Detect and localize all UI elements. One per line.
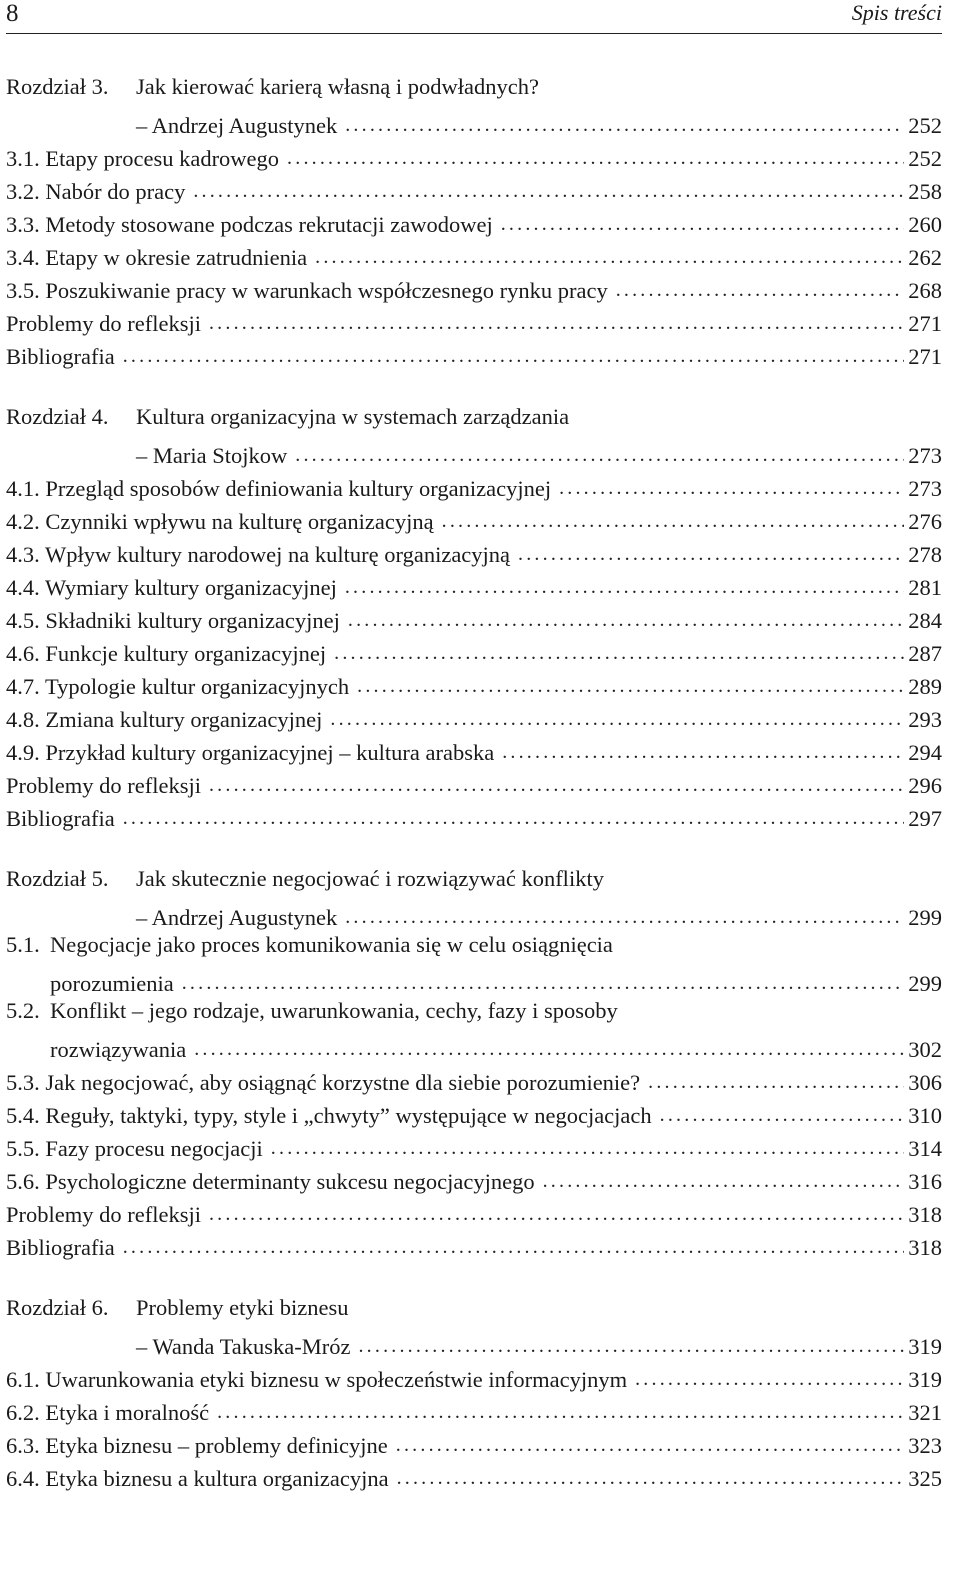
section-title: Przykład kultury organizacyjnej – kultura arabska xyxy=(45,740,495,765)
dot-leader xyxy=(501,211,905,238)
section-title: Etapy w okresie zatrudnienia xyxy=(45,245,308,270)
page-ref: 276 xyxy=(908,509,942,534)
section-label xyxy=(6,541,510,568)
dot-leader xyxy=(123,343,905,370)
toc-entry xyxy=(6,139,942,172)
section-number: 4.4. xyxy=(6,575,40,600)
chapter-author: – Andrzej Augustynek xyxy=(136,905,338,930)
toc-entry xyxy=(6,205,942,238)
section-title: Problemy do refleksji xyxy=(6,1202,201,1227)
page-header xyxy=(6,0,942,34)
section-title: Składniki kultury organizacyjnej xyxy=(45,608,340,633)
section-title: Etyka biznesu – problemy definicyjne xyxy=(45,1433,388,1458)
section-number: 4.6. xyxy=(6,641,40,666)
section-label xyxy=(6,310,201,337)
toc-entry xyxy=(6,1426,942,1459)
dot-leader xyxy=(358,1333,904,1360)
section-number: 5.3. xyxy=(6,1070,40,1095)
toc-entry xyxy=(6,1129,942,1162)
section-title: Typologie kultur organizacyjnych xyxy=(44,674,350,699)
page-ref: 299 xyxy=(908,905,942,930)
toc-entry xyxy=(6,1096,942,1129)
page-ref: 310 xyxy=(908,1103,942,1128)
dot-leader xyxy=(345,574,904,601)
dot-leader xyxy=(315,244,904,271)
chapter-heading xyxy=(6,865,942,898)
toc-entry xyxy=(6,271,942,304)
section-title-cont: porozumienia xyxy=(50,971,174,996)
section-title: Bibliografia xyxy=(6,1235,115,1260)
section-title: Fazy procesu negocjacji xyxy=(45,1136,263,1161)
section-title: Metody stosowane podczas rekrutacji zawodowej xyxy=(45,212,493,237)
toc-entry xyxy=(6,568,942,601)
page-ref: 252 xyxy=(908,146,942,171)
section-number: 4.9. xyxy=(6,740,40,765)
page-ref: 258 xyxy=(908,179,942,204)
section-title: Negocjacje jako proces komunikowania się w celu osiągnięcia xyxy=(50,932,613,957)
section-label xyxy=(6,1366,627,1393)
page-ref: 271 xyxy=(908,311,942,336)
chapter-number: Rozdział 4. xyxy=(6,404,109,429)
dot-leader xyxy=(182,970,905,997)
dot-leader xyxy=(345,904,904,931)
section-label xyxy=(6,475,551,502)
page-ref: 287 xyxy=(908,641,942,666)
dot-leader xyxy=(345,112,904,139)
section-label xyxy=(6,1135,263,1162)
dot-leader xyxy=(660,1102,905,1129)
section-title: Problemy do refleksji xyxy=(6,773,201,798)
section-number: 5.1. xyxy=(6,932,40,957)
dot-leader xyxy=(123,805,905,832)
page-ref: 314 xyxy=(908,1136,942,1161)
section-label xyxy=(6,508,434,535)
running-title: Spis treści xyxy=(851,0,942,25)
section-title: Wpływ kultury narodowej na kulturę organizacyjną xyxy=(44,542,511,567)
chapter-author: – Wanda Takuska-Mróz xyxy=(136,1334,351,1359)
chapter-heading xyxy=(6,403,942,436)
dot-leader xyxy=(635,1366,904,1393)
section-label xyxy=(6,640,326,667)
section-title: Przegląd sposobów definiowania kultury organizacyjnej xyxy=(45,476,552,501)
chapter-title: Jak skutecznie negocjować i rozwiązywać konflikty xyxy=(136,866,604,891)
section-title: Nabór do pracy xyxy=(45,179,186,204)
dot-leader xyxy=(442,508,905,535)
section-label xyxy=(6,244,307,271)
section-label xyxy=(6,706,322,733)
page-ref: 319 xyxy=(908,1334,942,1359)
chapter-author-line xyxy=(6,436,942,469)
section-label xyxy=(6,1201,201,1228)
dot-leader xyxy=(271,1135,904,1162)
section-number: 6.3. xyxy=(6,1433,40,1458)
section-title: Etyka biznesu a kultura organizacyjna xyxy=(45,1466,389,1491)
dot-leader xyxy=(209,310,904,337)
page-ref: 284 xyxy=(908,608,942,633)
section-label xyxy=(6,1102,652,1129)
dot-leader xyxy=(397,1465,905,1492)
section-number: 6.2. xyxy=(6,1400,40,1425)
section-title: Zmiana kultury organizacyjnej xyxy=(45,707,323,732)
section-title: Bibliografia xyxy=(6,344,115,369)
toc-entry xyxy=(6,337,942,370)
section-label xyxy=(6,739,494,766)
page-ref: 299 xyxy=(908,971,942,996)
toc-entry xyxy=(6,1162,942,1195)
chapter-author: – Maria Stojkow xyxy=(136,443,288,468)
section-number: 4.8. xyxy=(6,707,40,732)
chapter-number: Rozdział 6. xyxy=(6,1295,109,1320)
page-ref: 271 xyxy=(908,344,942,369)
page-ref: 293 xyxy=(908,707,942,732)
section-label xyxy=(6,1234,115,1261)
dot-leader xyxy=(330,706,904,733)
page-ref: 268 xyxy=(908,278,942,303)
dot-leader xyxy=(559,475,904,502)
section-label xyxy=(6,673,349,700)
section-label xyxy=(6,1069,640,1096)
section-number: 5.4. xyxy=(6,1103,40,1128)
dot-leader xyxy=(357,673,904,700)
page-ref: 321 xyxy=(908,1400,942,1425)
section-title: Psychologiczne determinanty sukcesu negocjacyjnego xyxy=(45,1169,535,1194)
page-ref: 260 xyxy=(908,212,942,237)
toc-entry xyxy=(6,1228,942,1261)
dot-leader xyxy=(295,442,904,469)
toc-entry xyxy=(6,931,942,964)
toc-entry xyxy=(6,1459,942,1492)
page-ref: 306 xyxy=(908,1070,942,1095)
toc-entry xyxy=(6,667,942,700)
section-number: 4.1. xyxy=(6,476,40,501)
section-number: 3.2. xyxy=(6,179,40,204)
toc-entry xyxy=(6,1195,942,1228)
page-ref: 318 xyxy=(908,1202,942,1227)
section-label xyxy=(6,1465,389,1492)
section-title: Problemy do refleksji xyxy=(6,311,201,336)
section-title: Funkcje kultury organizacyjnej xyxy=(45,641,327,666)
section-number: 3.4. xyxy=(6,245,40,270)
section-number: 3.3. xyxy=(6,212,40,237)
section-number: 5.6. xyxy=(6,1169,40,1194)
toc-entry xyxy=(6,1393,942,1426)
dot-leader xyxy=(502,739,904,766)
page-ref: 281 xyxy=(908,575,942,600)
dot-leader xyxy=(518,541,904,568)
section-label xyxy=(6,574,337,601)
page-ref: 318 xyxy=(908,1235,942,1260)
chapter-title: Kultura organizacyjna w systemach zarządzania xyxy=(136,404,570,429)
section-number: 4.7. xyxy=(6,674,40,699)
section-title: Uwarunkowania etyki biznesu w społeczeństwie informacyjnym xyxy=(45,1367,628,1392)
dot-leader xyxy=(543,1168,905,1195)
dot-leader xyxy=(209,772,904,799)
dot-leader xyxy=(194,1036,904,1063)
section-label xyxy=(6,1432,388,1459)
section-number: 3.1. xyxy=(6,146,40,171)
chapter-title: Jak kierować karierą własną i podwładnych? xyxy=(136,74,539,99)
page-ref: 325 xyxy=(908,1466,942,1491)
dot-leader xyxy=(123,1234,905,1261)
section-number: 5.2. xyxy=(6,998,40,1023)
section-number: 4.3. xyxy=(6,542,40,567)
section-title: Jak negocjować, aby osiągnąć korzystne dla siebie porozumienie? xyxy=(45,1070,641,1095)
chapter-author-line xyxy=(6,1327,942,1360)
toc-entry xyxy=(6,997,942,1030)
page-number: 8 xyxy=(6,0,19,27)
section-title: Konflikt – jego rodzaje, uwarunkowania, cechy, fazy i sposoby xyxy=(50,998,618,1023)
dot-leader xyxy=(648,1069,904,1096)
chapter-author-line xyxy=(6,898,942,931)
section-title: Reguły, taktyki, typy, style i „chwyty” występujące w negocjacjach xyxy=(45,1103,652,1128)
chapter-block xyxy=(6,865,942,1261)
section-title-cont: rozwiązywania xyxy=(50,1037,187,1062)
page-ref: 273 xyxy=(908,476,942,501)
section-number: 6.1. xyxy=(6,1367,40,1392)
dot-leader xyxy=(348,607,904,634)
toc-entry xyxy=(6,238,942,271)
toc-entry xyxy=(6,304,942,337)
section-number: 4.5. xyxy=(6,608,40,633)
toc-entry xyxy=(6,535,942,568)
chapter-author-line xyxy=(6,106,942,139)
section-title: Poszukiwanie pracy w warunkach współczesnego rynku pracy xyxy=(45,278,608,303)
section-number: 5.5. xyxy=(6,1136,40,1161)
section-number: 4.2. xyxy=(6,509,40,534)
page-ref: 262 xyxy=(908,245,942,270)
page-ref: 289 xyxy=(908,674,942,699)
chapter-heading xyxy=(6,1294,942,1327)
toc-entry xyxy=(6,634,942,667)
chapter-block xyxy=(6,403,942,832)
page-ref: 294 xyxy=(908,740,942,765)
dot-leader xyxy=(217,1399,904,1426)
section-label xyxy=(6,211,493,238)
chapter-heading xyxy=(6,73,942,106)
section-title: Bibliografia xyxy=(6,806,115,831)
toc-entry xyxy=(6,799,942,832)
section-label xyxy=(6,343,115,370)
page-ref: 319 xyxy=(908,1367,942,1392)
chapter-title: Problemy etyki biznesu xyxy=(136,1295,349,1320)
dot-leader xyxy=(193,178,904,205)
section-label xyxy=(6,1168,535,1195)
section-title: Etapy procesu kadrowego xyxy=(45,146,280,171)
section-label xyxy=(6,805,115,832)
section-title: Etyka i moralność xyxy=(45,1400,210,1425)
page-ref: 323 xyxy=(908,1433,942,1458)
chapter-number: Rozdział 3. xyxy=(6,74,109,99)
page-ref: 273 xyxy=(908,443,942,468)
chapter-number: Rozdział 5. xyxy=(6,866,109,891)
section-label xyxy=(6,772,201,799)
toc-entry xyxy=(6,172,942,205)
toc-entry xyxy=(6,469,942,502)
section-number: 3.5. xyxy=(6,278,40,303)
page-ref: 296 xyxy=(908,773,942,798)
chapter-block xyxy=(6,1294,942,1492)
dot-leader xyxy=(287,145,904,172)
page-ref: 316 xyxy=(908,1169,942,1194)
chapter-author: – Andrzej Augustynek xyxy=(136,113,338,138)
page-ref: 278 xyxy=(908,542,942,567)
page-ref: 297 xyxy=(908,806,942,831)
section-label xyxy=(6,607,340,634)
dot-leader xyxy=(209,1201,904,1228)
page-ref: 252 xyxy=(908,113,942,138)
toc-entry xyxy=(6,502,942,535)
chapter-block xyxy=(6,73,942,370)
section-label xyxy=(6,178,185,205)
toc-entry xyxy=(6,1360,942,1393)
toc-entry xyxy=(6,766,942,799)
toc-entry-continuation xyxy=(6,964,942,997)
dot-leader xyxy=(334,640,904,667)
toc-entry xyxy=(6,733,942,766)
toc-entry xyxy=(6,1063,942,1096)
toc-entry xyxy=(6,700,942,733)
table-of-contents xyxy=(6,73,942,1492)
dot-leader xyxy=(396,1432,904,1459)
section-title: Wymiary kultury organizacyjnej xyxy=(44,575,337,600)
toc-entry-continuation xyxy=(6,1030,942,1063)
section-label xyxy=(6,277,608,304)
dot-leader xyxy=(616,277,905,304)
section-title: Czynniki wpływu na kulturę organizacyjną xyxy=(45,509,434,534)
section-label xyxy=(6,1399,209,1426)
section-label xyxy=(6,145,279,172)
toc-entry xyxy=(6,601,942,634)
page-ref: 302 xyxy=(908,1037,942,1062)
section-number: 6.4. xyxy=(6,1466,40,1491)
